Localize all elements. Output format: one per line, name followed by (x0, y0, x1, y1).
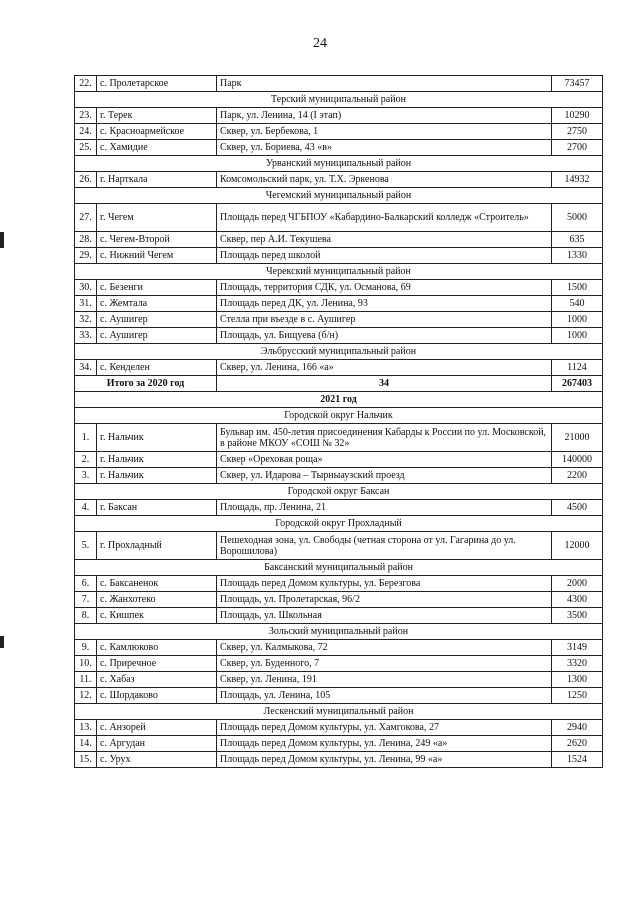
area-cell: 540 (552, 296, 603, 312)
settlement-cell: с. Приречное (97, 656, 217, 672)
page-number: 24 (313, 36, 327, 51)
row-number: 9. (75, 640, 97, 656)
area-cell: 1000 (552, 312, 603, 328)
total-label: Итого за 2020 год (75, 376, 217, 392)
section-title: Чегемский муниципальный район (75, 188, 603, 204)
settlement-cell: с. Аушигер (97, 312, 217, 328)
table-row (75, 688, 603, 704)
object-cell: Площадь, пр. Ленина, 21 (217, 500, 552, 516)
section-title: Лескенский муниципальный район (75, 704, 603, 720)
table-row (75, 248, 603, 264)
object-cell: Площадь, ул. Школьная (217, 608, 552, 624)
table-row (75, 312, 603, 328)
margin-mark (0, 232, 4, 248)
table-row (75, 296, 603, 312)
area-cell: 10290 (552, 108, 603, 124)
section-row (75, 188, 603, 204)
row-number: 22. (75, 76, 97, 92)
area-cell: 4500 (552, 500, 603, 516)
object-cell: Парк (217, 76, 552, 92)
settlement-cell: с. Анзорей (97, 720, 217, 736)
object-cell: Площадь перед Домом культуры, ул. Ленина, 99 «а» (217, 752, 552, 768)
settlement-cell: с. Хабаз (97, 672, 217, 688)
section-row (75, 560, 603, 576)
row-number: 33. (75, 328, 97, 344)
table-row (75, 720, 603, 736)
table-row (75, 108, 603, 124)
object-cell: Сквер, пер А.И. Текушева (217, 232, 552, 248)
table-row (75, 608, 603, 624)
section-title: Городской округ Нальчик (75, 408, 603, 424)
settlement-cell: г. Чегем (97, 204, 217, 232)
table-row (75, 76, 603, 92)
settlement-cell: с. Безенги (97, 280, 217, 296)
area-cell: 2700 (552, 140, 603, 156)
total-count: 34 (217, 376, 552, 392)
section-row (75, 624, 603, 640)
table-row (75, 532, 603, 560)
object-cell: Площадь перед Домом культуры, ул. Хамгокова, 27 (217, 720, 552, 736)
section-row (75, 156, 603, 172)
row-number: 30. (75, 280, 97, 296)
object-cell: Сквер, ул. Бориева, 43 «в» (217, 140, 552, 156)
row-number: 12. (75, 688, 97, 704)
area-cell: 1500 (552, 280, 603, 296)
settlement-cell: с. Пролетарское (97, 76, 217, 92)
area-cell: 2000 (552, 576, 603, 592)
table-row (75, 736, 603, 752)
section-title: Баксанский муниципальный район (75, 560, 603, 576)
row-number: 15. (75, 752, 97, 768)
object-cell: Бульвар им. 450-летия присоединения Кабарды к России по ул. Московской, в районе МКОУ «СОШ № 32» (217, 424, 552, 452)
row-number: 11. (75, 672, 97, 688)
row-number: 10. (75, 656, 97, 672)
area-cell: 140000 (552, 452, 603, 468)
settlement-cell: г. Прохладный (97, 532, 217, 560)
table-row (75, 140, 603, 156)
table-row (75, 124, 603, 140)
settlement-cell: г. Баксан (97, 500, 217, 516)
objects-table (74, 75, 603, 768)
table-row (75, 576, 603, 592)
settlement-cell: с. Чегем-Второй (97, 232, 217, 248)
settlement-cell: г. Нальчик (97, 468, 217, 484)
year-row (75, 392, 603, 408)
row-number: 2. (75, 452, 97, 468)
row-number: 25. (75, 140, 97, 156)
section-title: Урванский муниципальный район (75, 156, 603, 172)
settlement-cell: г. Нальчик (97, 452, 217, 468)
total-area: 267403 (552, 376, 603, 392)
area-cell: 12000 (552, 532, 603, 560)
settlement-cell: г. Нарткала (97, 172, 217, 188)
section-title: Эльбрусский муниципальный район (75, 344, 603, 360)
section-row (75, 516, 603, 532)
section-title: Зольский муниципальный район (75, 624, 603, 640)
object-cell: Сквер, ул. Буденного, 7 (217, 656, 552, 672)
object-cell: Площадь перед Домом культуры, ул. Ленина, 249 «а» (217, 736, 552, 752)
area-cell: 1300 (552, 672, 603, 688)
settlement-cell: г. Нальчик (97, 424, 217, 452)
table-row (75, 752, 603, 768)
table-row (75, 204, 603, 232)
table-row (75, 640, 603, 656)
settlement-cell: с. Жемтала (97, 296, 217, 312)
area-cell: 1330 (552, 248, 603, 264)
table-row (75, 452, 603, 468)
row-number: 24. (75, 124, 97, 140)
section-row (75, 484, 603, 500)
settlement-cell: с. Шордаково (97, 688, 217, 704)
object-cell: Площадь перед ЧГБПОУ «Кабардино-Балкарский колледж «Строитель» (217, 204, 552, 232)
row-number: 3. (75, 468, 97, 484)
row-number: 28. (75, 232, 97, 248)
table-row (75, 172, 603, 188)
table-row (75, 424, 603, 452)
area-cell: 3500 (552, 608, 603, 624)
total-row (75, 376, 603, 392)
row-number: 4. (75, 500, 97, 516)
object-cell: Площадь перед ДК, ул. Ленина, 93 (217, 296, 552, 312)
row-number: 7. (75, 592, 97, 608)
object-cell: Площадь перед Домом культуры, ул. Березгова (217, 576, 552, 592)
area-cell: 4300 (552, 592, 603, 608)
settlement-cell: с. Хамидие (97, 140, 217, 156)
section-row (75, 408, 603, 424)
settlement-cell: с. Камлюково (97, 640, 217, 656)
section-row (75, 704, 603, 720)
table-row (75, 656, 603, 672)
object-cell: Площадь перед школой (217, 248, 552, 264)
table-row (75, 280, 603, 296)
area-cell: 1524 (552, 752, 603, 768)
area-cell: 2750 (552, 124, 603, 140)
object-cell: Сквер, ул. Ленина, 191 (217, 672, 552, 688)
settlement-cell: с. Кенделен (97, 360, 217, 376)
year-title: 2021 год (75, 392, 603, 408)
row-number: 6. (75, 576, 97, 592)
table-row (75, 592, 603, 608)
object-cell: Сквер, ул. Ленина, 166 «а» (217, 360, 552, 376)
area-cell: 1124 (552, 360, 603, 376)
object-cell: Парк, ул. Ленина, 14 (I этап) (217, 108, 552, 124)
section-row (75, 264, 603, 280)
object-cell: Сквер, ул. Калмыкова, 72 (217, 640, 552, 656)
settlement-cell: с. Аргудан (97, 736, 217, 752)
table-row (75, 232, 603, 248)
row-number: 23. (75, 108, 97, 124)
settlement-cell: г. Терек (97, 108, 217, 124)
area-cell: 1000 (552, 328, 603, 344)
section-row (75, 344, 603, 360)
row-number: 34. (75, 360, 97, 376)
object-cell: Сквер, ул. Бербекова, 1 (217, 124, 552, 140)
row-number: 14. (75, 736, 97, 752)
row-number: 8. (75, 608, 97, 624)
table-row (75, 500, 603, 516)
row-number: 5. (75, 532, 97, 560)
row-number: 32. (75, 312, 97, 328)
row-number: 31. (75, 296, 97, 312)
settlement-cell: с. Красноармейское (97, 124, 217, 140)
row-number: 1. (75, 424, 97, 452)
section-title: Терский муниципальный район (75, 92, 603, 108)
object-cell: Площадь, территория СДК, ул. Османова, 69 (217, 280, 552, 296)
section-title: Городской округ Баксан (75, 484, 603, 500)
area-cell: 2940 (552, 720, 603, 736)
table-row (75, 328, 603, 344)
area-cell: 2200 (552, 468, 603, 484)
area-cell: 2620 (552, 736, 603, 752)
row-number: 13. (75, 720, 97, 736)
row-number: 26. (75, 172, 97, 188)
settlement-cell: с. Жанхотеко (97, 592, 217, 608)
settlement-cell: с. Нижний Чегем (97, 248, 217, 264)
object-cell: Пешеходная зона, ул. Свободы (четная сторона от ул. Гагарина до ул. Ворошилова) (217, 532, 552, 560)
object-cell: Сквер «Ореховая роща» (217, 452, 552, 468)
settlement-cell: с. Аушигер (97, 328, 217, 344)
area-cell: 3149 (552, 640, 603, 656)
table-row (75, 360, 603, 376)
settlement-cell: с. Баксаненок (97, 576, 217, 592)
section-title: Городской округ Прохладный (75, 516, 603, 532)
area-cell: 3320 (552, 656, 603, 672)
area-cell: 73457 (552, 76, 603, 92)
area-cell: 635 (552, 232, 603, 248)
settlement-cell: с. Урух (97, 752, 217, 768)
settlement-cell: с. Кишпек (97, 608, 217, 624)
area-cell: 1250 (552, 688, 603, 704)
table-row (75, 468, 603, 484)
table-row (75, 672, 603, 688)
area-cell: 14932 (552, 172, 603, 188)
object-cell: Площадь, ул. Пролетарская, 96/2 (217, 592, 552, 608)
object-cell: Комсомольский парк, ул. Т.Х. Эркенова (217, 172, 552, 188)
object-cell: Стелла при въезде в с. Аушигер (217, 312, 552, 328)
row-number: 27. (75, 204, 97, 232)
margin-mark (0, 636, 4, 648)
section-row (75, 92, 603, 108)
object-cell: Площадь, ул. Бищуева (б/н) (217, 328, 552, 344)
area-cell: 21000 (552, 424, 603, 452)
object-cell: Сквер, ул. Идарова – Тырныаузский проезд (217, 468, 552, 484)
section-title: Черекский муниципальный район (75, 264, 603, 280)
row-number: 29. (75, 248, 97, 264)
area-cell: 5000 (552, 204, 603, 232)
object-cell: Площадь, ул. Ленина, 105 (217, 688, 552, 704)
